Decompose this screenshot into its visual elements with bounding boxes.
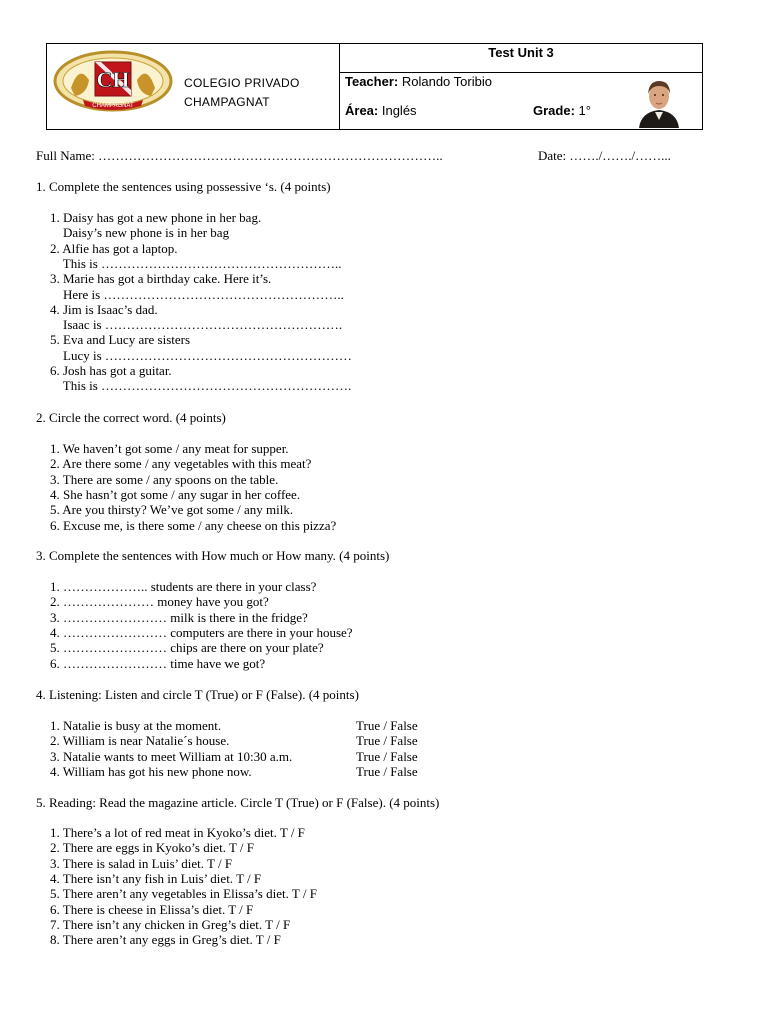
- question-line[interactable]: 4. …………………… computers are there in your house?: [50, 624, 353, 640]
- info-cell: [340, 44, 702, 129]
- true-false-choice[interactable]: True / False: [356, 733, 418, 749]
- question-line[interactable]: 1. ……………….. students are there in your class?: [50, 579, 317, 594]
- teacher-field: [345, 74, 492, 89]
- listening-statement: 2. William is near Natalie´s house.: [50, 733, 230, 749]
- true-false-choice[interactable]: True / False: [356, 718, 418, 733]
- question-line: 5. Eva and Lucy are sisters: [50, 332, 191, 348]
- question-line[interactable]: 6. …………………… time have we got?: [50, 655, 266, 671]
- question-line: 2. Alfie has got a laptop.: [50, 240, 178, 256]
- question-line[interactable]: 4. She hasn’t got some / any sugar in her coffee.: [50, 486, 301, 502]
- area-value: Inglés: [378, 103, 417, 118]
- date-line[interactable]: Date: ……./……./……...: [538, 148, 671, 163]
- listening-statement: 3. Natalie wants to meet William at 10:30 a.m.: [50, 748, 293, 764]
- teacher-label: Teacher:: [345, 74, 399, 89]
- true-false-choice[interactable]: True / False: [356, 748, 418, 764]
- question-line[interactable]: 5. There aren’t any vegetables in Elissa’s diet. T / F: [50, 886, 317, 902]
- question-line[interactable]: 5. Are you thirsty? We’ve got some / any milk.: [50, 502, 294, 518]
- question-line: Daisy’s new phone is in her bag: [50, 225, 230, 241]
- test-title-text: Test Unit 3: [488, 45, 554, 60]
- question-line[interactable]: 6. Excuse me, is there some / any cheese on this pizza?: [50, 517, 337, 533]
- question-line[interactable]: 7. There isn’t any chicken in Greg’s diet. T / F: [50, 916, 291, 932]
- question-line: 4. Jim is Isaac’s dad.: [50, 301, 158, 317]
- logo-initials: CH: [96, 67, 130, 92]
- grade-field: [533, 103, 591, 118]
- school-name-line2: CHAMPAGNAT: [184, 95, 270, 109]
- area-label: Área:: [345, 103, 379, 118]
- school-cell: [47, 44, 340, 129]
- question-line: 3. Marie has got a birthday cake. Here it’s.: [50, 271, 272, 287]
- test-title: [340, 44, 702, 73]
- question-line[interactable]: 2. There are eggs in Kyoko’s diet. T / F: [50, 840, 255, 856]
- school-name: [184, 74, 300, 112]
- section-4-title: 4. Listening: Listen and circle T (True) or F (False). (4 points): [36, 687, 359, 702]
- listening-statement: 1. Natalie is busy at the moment.: [50, 718, 222, 733]
- question-line[interactable]: 3. There is salad in Luis’ diet. T / F: [50, 855, 233, 871]
- question-line[interactable]: 2. Are there some / any vegetables with this meat?: [50, 456, 312, 472]
- grade-value: 1°: [574, 103, 591, 118]
- grade-label: Grade:: [533, 103, 575, 118]
- listening-statement: 4. William has got his new phone now.: [50, 763, 252, 779]
- teacher-name: Rolando Toribio: [398, 74, 492, 89]
- question-line[interactable]: 1. There’s a lot of red meat in Kyoko’s diet. T / F: [50, 825, 305, 840]
- section-1-title: 1. Complete the sentences using possessive ‘s. (4 points): [36, 179, 331, 194]
- question-line: 6. Josh has got a guitar.: [50, 363, 172, 378]
- area-field: [345, 103, 417, 118]
- section-2-title: 2. Circle the correct word. (4 points): [36, 410, 226, 425]
- question-line[interactable]: 5. …………………… chips are there on your plate?: [50, 640, 324, 656]
- question-line[interactable]: 3. …………………… milk is there in the fridge?: [50, 609, 308, 625]
- question-line[interactable]: Here is ………………………………………………..: [50, 286, 344, 302]
- true-false-choice[interactable]: True / False: [356, 763, 418, 779]
- question-line: 1. Daisy has got a new phone in her bag.: [50, 210, 262, 225]
- question-line[interactable]: 4. There isn’t any fish in Luis’ diet. T / F: [50, 870, 262, 886]
- question-line[interactable]: 3. There are some / any spoons on the table.: [50, 471, 279, 487]
- section-5-title: 5. Reading: Read the magazine article. Circle T (True) or F (False). (4 points): [36, 795, 440, 810]
- header-table: [46, 43, 703, 130]
- question-line[interactable]: Isaac is ……………………………………………….: [50, 317, 343, 333]
- school-logo: [53, 50, 173, 112]
- question-line[interactable]: Lucy is …………………………………………………: [50, 347, 352, 363]
- question-line[interactable]: This is ………………………………………………..: [50, 255, 342, 271]
- question-line[interactable]: 1. We haven’t got some / any meat for supper.: [50, 441, 289, 456]
- full-name-line[interactable]: Full Name: ……………………………………………………………………..: [36, 148, 443, 163]
- logo-banner: CHAMPAGNAT: [92, 103, 134, 109]
- question-line[interactable]: 6. There is cheese in Elissa’s diet. T / F: [50, 901, 254, 917]
- question-line[interactable]: 8. There aren’t any eggs in Greg’s diet. T / F: [50, 932, 281, 948]
- question-line[interactable]: 2. ………………… money have you got?: [50, 594, 269, 610]
- school-name-line1: COLEGIO PRIVADO: [184, 76, 300, 90]
- portrait-image: [635, 76, 683, 128]
- section-3-title: 3. Complete the sentences with How much or How many. (4 points): [36, 548, 390, 563]
- question-line[interactable]: This is ………………………………………………….: [50, 378, 352, 394]
